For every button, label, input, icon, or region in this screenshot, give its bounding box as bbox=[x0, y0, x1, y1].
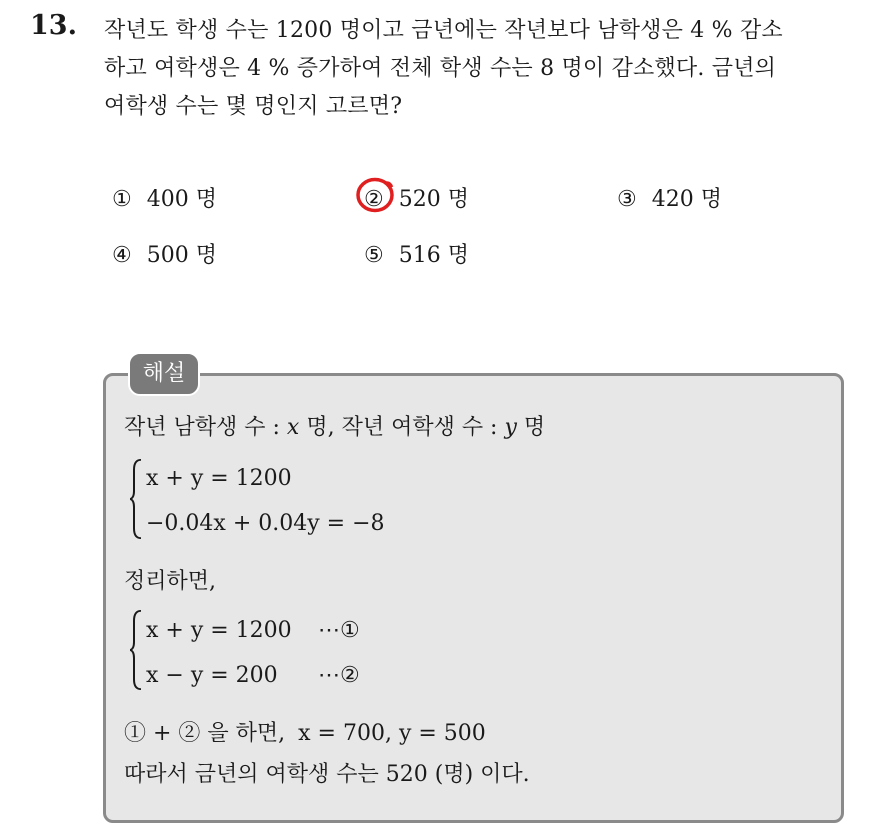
question-text-line-3: 여학생 수는 몇 명인지 고르면? bbox=[104, 94, 403, 119]
choice-number: ③ bbox=[617, 187, 637, 212]
text: 명 bbox=[523, 415, 546, 440]
question-text-line-1: 작년도 학생 수는 1200 명이고 금년에는 작년보다 남학생은 4 % 감소 bbox=[104, 18, 783, 43]
text: 명, 작년 여학생 수 : bbox=[306, 415, 498, 440]
equation-2a: x + y = 1200 bbox=[146, 618, 292, 643]
choice-text: 400 명 bbox=[146, 187, 217, 212]
choice-text: 500 명 bbox=[146, 243, 217, 268]
choice-4[interactable] bbox=[112, 238, 217, 269]
combine-line bbox=[124, 716, 486, 747]
equation-2b-tag: ⋯② bbox=[318, 663, 360, 688]
choice-5[interactable] bbox=[364, 238, 469, 269]
choice-text: 516 명 bbox=[398, 243, 469, 268]
var-x: x bbox=[286, 415, 300, 440]
result: x = 700, y = 500 bbox=[298, 721, 486, 746]
choice-number: ② bbox=[364, 187, 384, 212]
arrange-label: 정리하면, bbox=[124, 569, 217, 594]
equation-1b: −0.04x + 0.04y = −8 bbox=[146, 511, 385, 536]
equation-2a-tag: ⋯① bbox=[318, 618, 360, 643]
question-number: 13. bbox=[30, 10, 77, 41]
conclusion-line: 따라서 금년의 여학생 수는 520 (명) 이다. bbox=[124, 762, 530, 787]
text: ① + ② 을 하면, bbox=[124, 721, 286, 746]
choice-number: ⑤ bbox=[364, 243, 384, 268]
text: 작년 남학생 수 : bbox=[124, 415, 280, 440]
equation-2b: x − y = 200 bbox=[146, 663, 278, 688]
choice-1[interactable] bbox=[112, 182, 217, 213]
choice-text: 520 명 bbox=[398, 187, 469, 212]
equation-1a: x + y = 1200 bbox=[146, 466, 292, 491]
solution-tag: 해설 bbox=[128, 352, 200, 396]
left-brace-icon bbox=[130, 459, 142, 539]
choice-number: ① bbox=[112, 187, 132, 212]
left-brace-icon bbox=[130, 610, 142, 690]
var-y: y bbox=[504, 415, 517, 440]
choice-3[interactable] bbox=[617, 182, 722, 213]
answer-circle-mark bbox=[354, 175, 398, 215]
choice-number: ④ bbox=[112, 243, 132, 268]
choice-text: 420 명 bbox=[651, 187, 722, 212]
question-text-line-2: 하고 여학생은 4 % 증가하여 전체 학생 수는 8 명이 감소했다. 금년의 bbox=[104, 56, 777, 81]
solution-line-variables bbox=[124, 410, 545, 441]
